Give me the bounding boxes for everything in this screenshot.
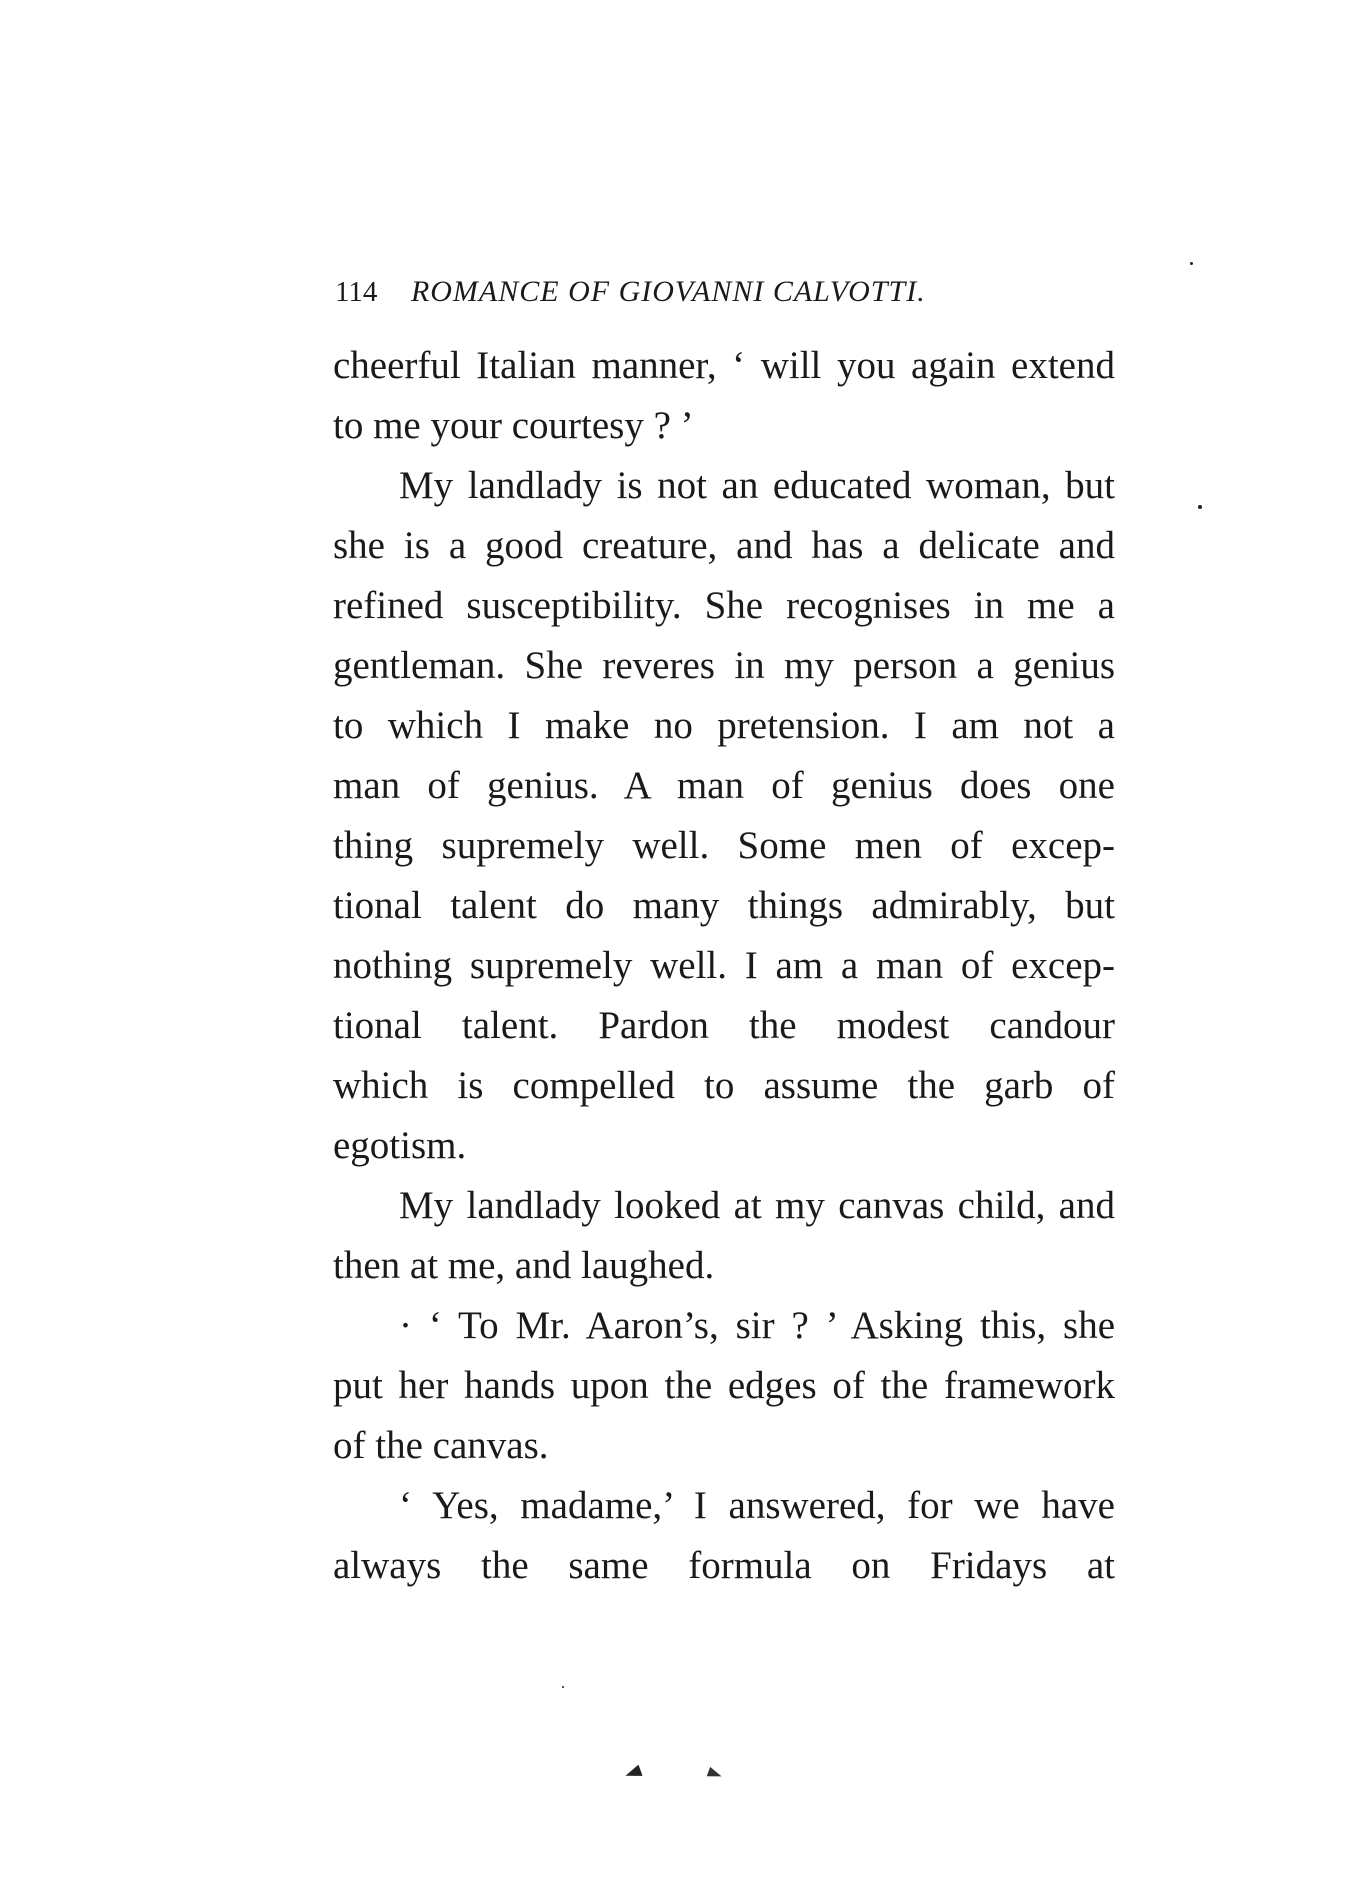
text-line: gentleman. She reveres in my person a genius	[333, 644, 1115, 687]
scan-speck	[1198, 505, 1202, 509]
text-line: then at me, and laughed.	[333, 1244, 715, 1287]
text-line: which is compelled to assume the garb of	[333, 1064, 1115, 1107]
text-line: to me your courtesy ? ’	[333, 404, 694, 447]
body-text	[333, 336, 1115, 1596]
text-line: always the same formula on Fridays at	[333, 1544, 1115, 1587]
scan-speck	[1190, 262, 1193, 265]
paragraph-start-line: My landlady is not an educated woman, but	[399, 464, 1115, 507]
text-line: of the canvas.	[333, 1424, 549, 1467]
text-line: tional talent do many things admirably, but	[333, 884, 1115, 927]
text-line: she is a good creature, and has a delicate and	[333, 524, 1115, 567]
printer-mark-left	[623, 1765, 642, 1782]
page-number: 114	[335, 276, 378, 308]
page-header	[335, 272, 1095, 312]
paragraph-start-line: ‘ Yes, madame,’ I answered, for we have	[399, 1484, 1115, 1527]
running-title: ROMANCE OF GIOVANNI CALVOTTI.	[410, 275, 926, 308]
paragraph-start-line: · ‘ To Mr. Aaron’s, sir ? ’ Asking this, she	[399, 1304, 1115, 1347]
text-line: refined susceptibility. She recognises in me a	[333, 584, 1115, 627]
text-line: cheerful Italian manner, ‘ will you again extend	[333, 344, 1115, 387]
text-line: egotism.	[333, 1124, 467, 1167]
printer-mark-right	[707, 1767, 724, 1781]
scan-speck	[562, 1686, 564, 1688]
text-line: nothing supremely well. I am a man of excep-	[333, 944, 1115, 987]
text-line: to which I make no pretension. I am not a	[333, 704, 1115, 747]
text-line: man of genius. A man of genius does one	[333, 764, 1115, 807]
text-line: put her hands upon the edges of the framework	[333, 1364, 1115, 1407]
paragraph-start-line: My landlady looked at my canvas child, and	[399, 1184, 1115, 1227]
text-line: tional talent. Pardon the modest candour	[333, 1004, 1115, 1047]
text-line: thing supremely well. Some men of excep-	[333, 824, 1115, 867]
